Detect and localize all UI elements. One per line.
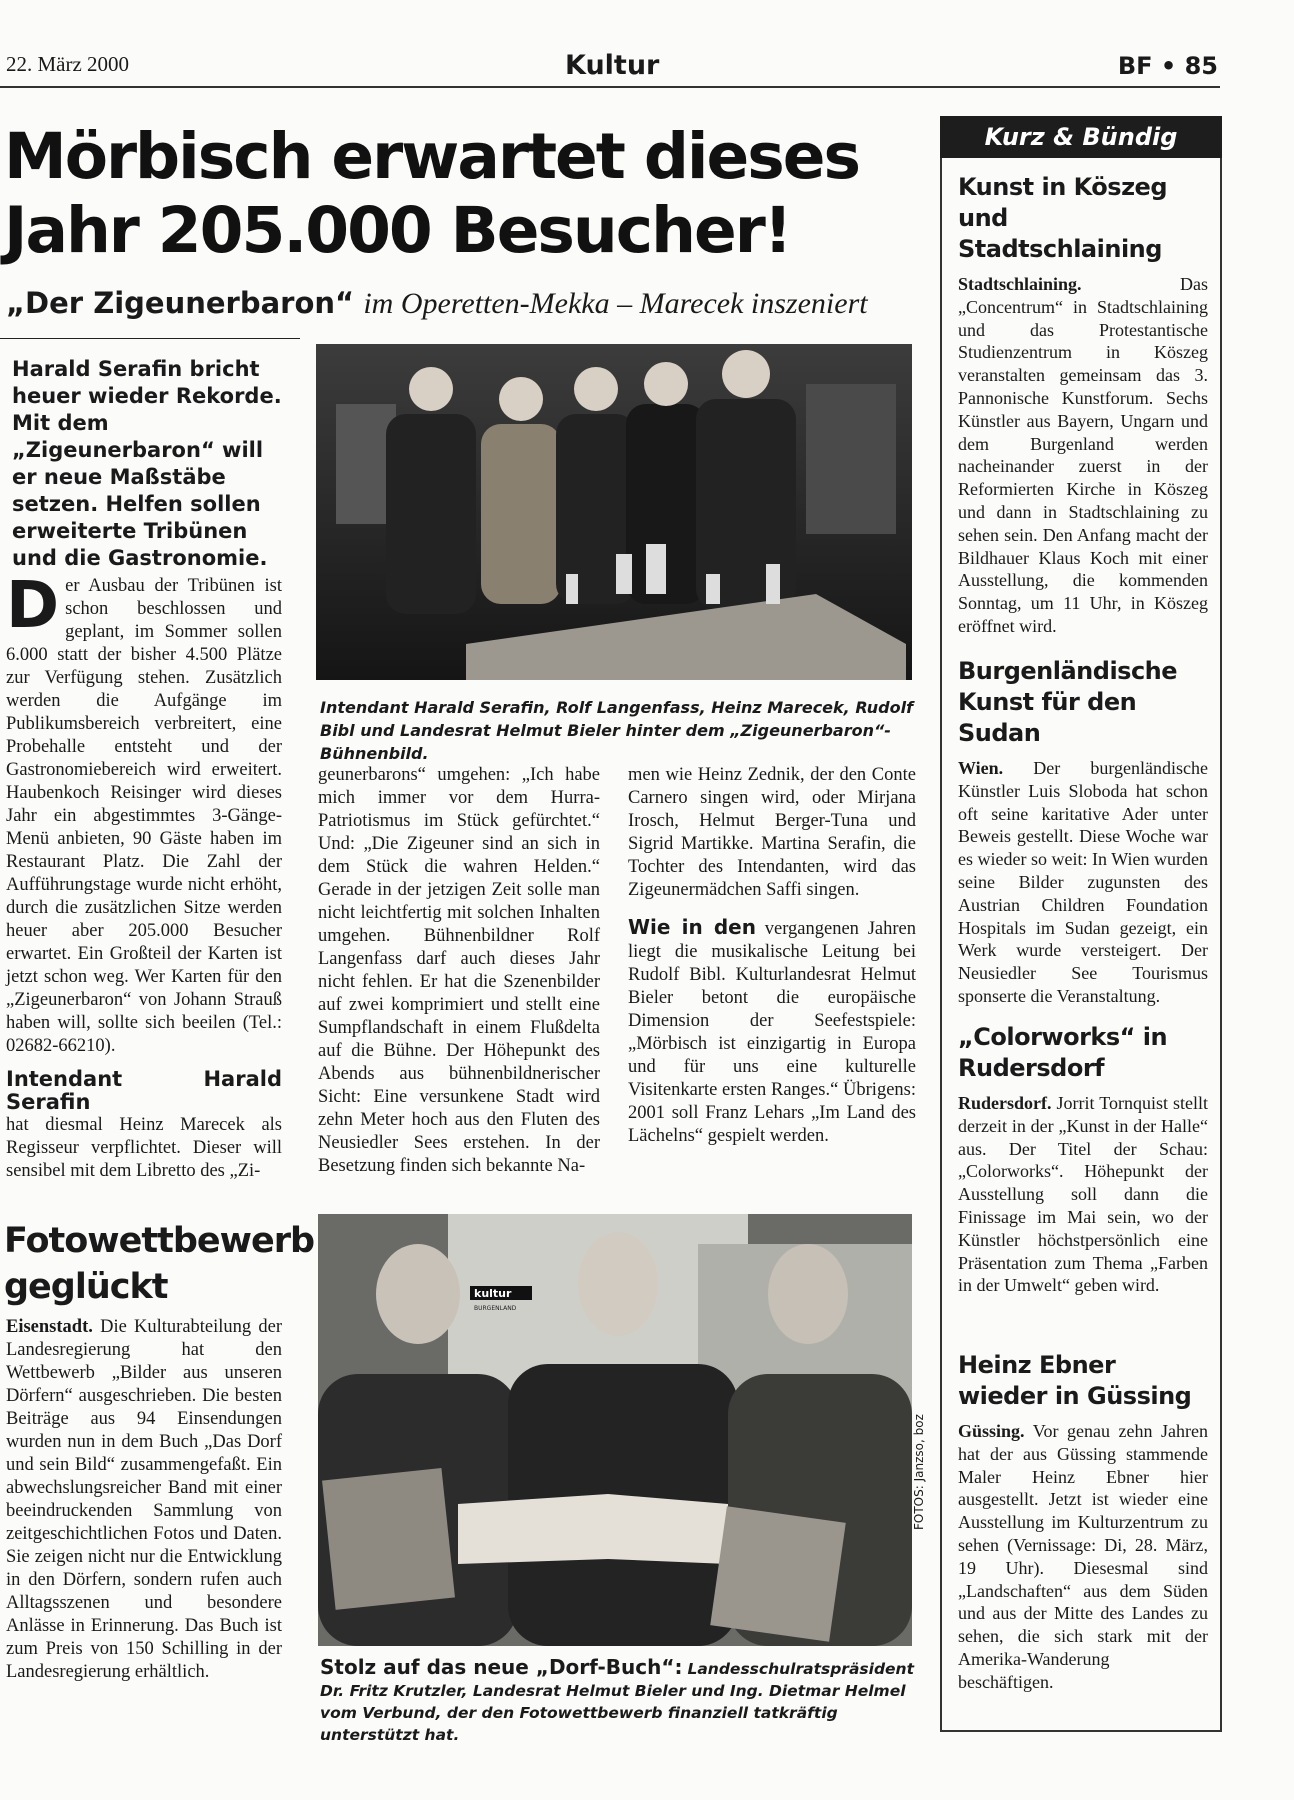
sidebar-item-heading: „Colorworks“ in Rudersdorf xyxy=(958,1023,1168,1082)
sidebar-item xyxy=(958,1022,1208,1297)
sidebar-item-body: Vor genau zehn Jahren hat der aus Güssing stammende Maler Heinz Ebner hier ausgestellt. Jetzt ist wieder eine Ausstellung im Kulturzentrum zu sehen (Vernissage: Di, 28. März, 19 Uhr). Diesesmal sind „Landschaften“ aus dem Süden und aus der Mitte des Landes zu sehen, die sich stark mit der Amerika-Wanderung beschäftigen. xyxy=(958,1421,1208,1692)
main-headline xyxy=(4,120,934,268)
fotowettbewerb-body: Die Kulturabteilung der Landesregierung hat den Wettbewerb „Bilder aus unseren Dörfern“ ausgeschrieben. Die besten Beiträge aus 94 Einsendungen wurden nun in dem Buch „Das Dorf und sein Bild“ zusammengefaßt. Ein abwechslungsreicher Band mit einer beeindruckenden Sammlung von zeitgeschichtlichen Fotos und Daten. Sie zeigen nicht nur die Entwicklung in den Dörfern, sondern rufen auch Alltagsszenen und besondere Anlässe in Erinnerung. Das Buch ist zum Preis von 150 Schilling in der Landesregierung erhältlich. xyxy=(6,1317,282,1682)
sidebar-item-place: Wien. xyxy=(958,758,1004,778)
sidebar-item-place: Güssing. xyxy=(958,1421,1025,1441)
article-column-2: geunerbarons“ umgehen: „Ich habe mich immer vor dem Hurra-Patriotismus im Stück gefürchtet.“ Und: „Die Zigeuner sind an sich in dem Stück die wahren Helden.“ Gerade in der jetzigen Zeit solle man nicht leichtfertig mit solchen Inhalten umgehen. Bühnenbildner Rolf Langenfass darf auch dieses Jahr nicht fehlen. Er hat die Szenenbilder auf zwei komprimiert und stellt eine Sumpflandschaft in einem Flußdelta auf die Bühne. Der Höhepunkt des Abends aus bühnenbildnerischer Sicht: Eine versunkene Stadt wird zehn Meter hoch aus den Fluten des Neusiedler Sees erstehen. In der Besetzung finden sich bekannte Na- xyxy=(318,765,600,1176)
sidebar-title: Kurz & Bündig xyxy=(940,116,1222,158)
drop-cap: D xyxy=(6,569,60,643)
sidebar-item-body: Der burgenländische Künstler Luis Sloboda hat schon oft seine karitative Ader unter Beweis gestellt. Diese Woche war es wieder so weit: In Wien wurden seine Bilder zugunsten des Austrian Children Foundation Hospitals im Sudan gezeigt, ein Werk wurde versteigert. Der Neusiedler See Tourismus sponserte die Veranstaltung. xyxy=(958,758,1208,1006)
column-1-text-2: hat diesmal Heinz Marecek als Regisseur verpflichtet. Dieser will sensibel mit dem Libretto des „Zi- xyxy=(6,1115,282,1181)
sidebar-item-place: Rudersdorf. xyxy=(958,1093,1052,1113)
article-lead: Harald Serafin bricht heuer wieder Rekorde. Mit dem „Zigeunerbaron“ will er neue Maßstäbe setzen. Helfen sollen erweiterte Tribünen und die Gastronomie. xyxy=(12,357,282,570)
issue-date: 22. März 2000 xyxy=(6,52,130,76)
column-3-text: men wie Heinz Zednik, der den Conte Carnero singen wird, oder Mirjana Irosch, Helmut Berger-Tuna und Sigrid Martikke. Martina Serafin, die Tochter des Intendanten, wird das Zigeunermädchen Saffi singen. xyxy=(628,765,916,900)
column-3-text-2: vergangenen Jahren liegt die musikalische Leitung bei Rudolf Bibl. Kulturlandesrat Helmut Bieler betont die europäische Dimension der Seefestspiele: „Mörbisch ist einzigartig in Europa und für uns eine kulturelle Visitenkarte ersten Ranges.“ Übrigens: 2001 soll Franz Lehars „Im Land des Lächelns“ gespielt werden. xyxy=(628,919,916,1146)
article-column-3 xyxy=(628,764,916,1148)
kultur-sign-text: kultur xyxy=(474,1287,512,1300)
article-column-1 xyxy=(6,569,282,1183)
sidebar-item xyxy=(958,1350,1208,1694)
sidebar-item-heading: Burgenländische Kunst für den Sudan xyxy=(958,657,1178,747)
photo-1-caption: Intendant Harald Serafin, Rolf Langenfass, Heinz Marecek, Rudolf Bibl und Landesrat Helmut Bieler hinter dem „Zigeunerbaron“-Bühnenbild. xyxy=(320,698,914,763)
lead-rule xyxy=(0,338,300,339)
sidebar-item-place: Stadtschlaining. xyxy=(958,274,1082,294)
fotowettbewerb-headline-1: Fotowettbewerb xyxy=(4,1221,315,1261)
column-3-runin: Wie in den xyxy=(628,915,756,939)
sidebar-item-text xyxy=(958,757,1208,1008)
sidebar-item-body: Jorrit Tornquist stellt derzeit in der „Kunst in der Halle“ aus. Der Titel der Schau: „Colorworks“. Höhepunkt der Ausstellung soll dann die Finissage im Mai sein, wo der Künstler höchstpersönlich eine Präsentation zum Thema „Farben in der Umwelt“ geben wird. xyxy=(958,1093,1208,1296)
kultur-sign-subtext: BURGENLAND xyxy=(474,1305,517,1312)
photo-2-caption-title: Stolz auf das neue „Dorf-Buch“: xyxy=(320,1655,683,1679)
subhead-title: „Der Zigeunerbaron“ xyxy=(6,286,355,320)
column-1-text: er Ausbau der Tribünen ist schon beschlossen und geplant, im Sommer sollen 6.000 statt der bisher 4.500 Plätze zur Verfügung stehen. Zusätzlich werden die Aufgänge im Publikumsbereich verbreitert, eine Probehalle entsteht und der Gastronomiebereich wird erweitert. Haubenkoch Reisinger wird dieses Jahr ein abgestimmtes 3-Gänge-Menü anbieten, 90 Gäste haben im Restaurant Platz. Die Zahl der Aufführungstage wurde nicht erhöht, durch die zusätzlichen Sitze werden heuer aber 205.000 Besucher erwartet. Ein Großteil der Karten ist jetzt schon weg. Wer Karten für den „Zigeunerbaron“ von Johann Strauß haben will, sollte sich beeilen (Tel.: 02682-66210). xyxy=(6,576,282,1056)
sidebar-item xyxy=(958,656,1208,1008)
sidebar-item-text xyxy=(958,273,1208,638)
fotowettbewerb-text xyxy=(6,1316,282,1684)
stage-model-photo xyxy=(316,344,912,680)
section-title: Kultur xyxy=(565,50,660,81)
headline-line-1: Mörbisch erwartet dieses xyxy=(4,120,859,193)
sidebar-item-text xyxy=(958,1420,1208,1694)
subhead-text: im Operetten-Mekka – Marecek inszeniert xyxy=(363,287,868,320)
sidebar-item xyxy=(958,172,1208,638)
header-rule xyxy=(0,86,1220,88)
sidebar-item-body: Das „Concentrum“ in Stadtschlaining und das Protestantische Studienzentrum in Köszeg veranstalten gemeinsam das 3. Pannonische Kunstforum. Sechs Künstler aus Bayern, Ungarn und dem Burgenland werden nacheinander zuerst in der Reformierten Kirche in Köszeg und dann in Stadtschlaining zu sehen sein. Den Anfang macht der Bildhauer Klaus Koch mit einer Ausstellung, die kommenden Sonntag, um 11 Uhr, in Köszeg eröffnet wird. xyxy=(958,274,1208,636)
photo-2-caption xyxy=(320,1656,920,1746)
page-number: BF • 85 xyxy=(1117,52,1218,80)
fotowettbewerb-headline-2: geglückt xyxy=(4,1267,168,1307)
photo-credit: FOTOS: Janzso, boz xyxy=(912,1414,926,1530)
subheadline xyxy=(6,286,936,321)
sidebar-item-heading: Kunst in Köszeg und Stadtschlaining xyxy=(958,173,1168,263)
photo-2-caption-text: Landesschulratspräsident Dr. Fritz Krutzler, Landesrat Helmut Bieler und Ing. Dietmar Helmel vom Verbund, der den Fotowettbewerb finanziell tatkräftig unterstützt hat. xyxy=(320,1660,914,1744)
dorf-buch-photo xyxy=(318,1214,912,1646)
sidebar-item-text xyxy=(958,1092,1208,1297)
headline-line-2: Jahr 205.000 Besucher! xyxy=(4,194,791,267)
fotowettbewerb-headline xyxy=(4,1218,315,1310)
fotowettbewerb-place: Eisenstadt. xyxy=(6,1317,93,1337)
column-1-subhead: Intendant Harald Serafin xyxy=(6,1067,282,1114)
sidebar-item-heading: Heinz Ebner wieder in Güssing xyxy=(958,1351,1192,1410)
